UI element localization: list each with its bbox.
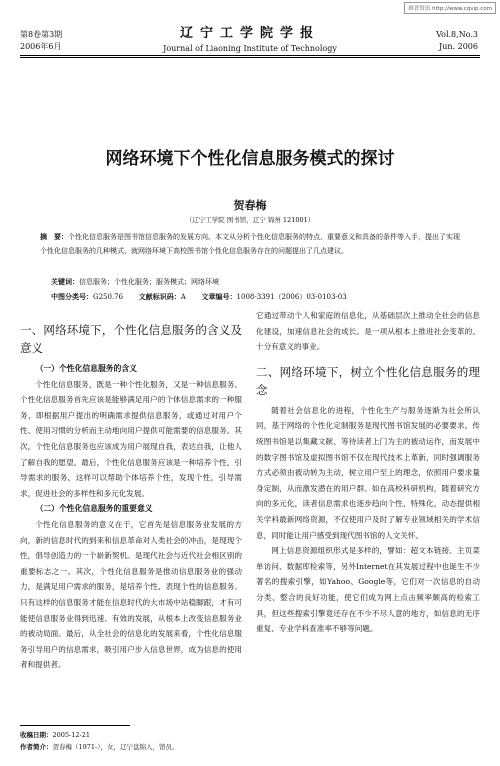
- header-issue: 第8卷第3期: [20, 30, 63, 39]
- keywords-text: 信息服务；个性化服务；服务模式；网络环境: [79, 278, 219, 286]
- journal-name-en: Journal of Liaoning Institute of Technology: [163, 44, 337, 53]
- doc-code-label: 文献标识码：: [138, 292, 181, 301]
- header-rule-2: [20, 57, 480, 58]
- author-info: 贺春梅（1971-），女，辽宁盘锦人，馆员。: [52, 743, 179, 751]
- right-column: [256, 308, 480, 637]
- header-month: Jun. 2006: [439, 42, 478, 51]
- author-info-label: 作者简介：: [20, 743, 53, 751]
- header-volume: Vol.8,No.3: [436, 30, 478, 39]
- received-date: 2005-12-21: [52, 731, 90, 739]
- keywords-label: 关键词：: [51, 277, 79, 286]
- left-column: [20, 318, 242, 673]
- header-rule: [20, 55, 480, 56]
- section-heading-1: 一、网络环境下，个性化信息服务的含义及意义: [20, 323, 242, 355]
- subsection-heading-1: （一）个性化信息服务的含义: [35, 364, 137, 373]
- paragraph: 个性化信息服务的意义在于，它首先是信息服务业发展的方向，新的信息时代的到来和信息革命对人类社会的冲击，是现现个性，倡导创造力的一个崭新契机。是现代社会与近代社会相区别的重要标志之一。其次，个性化信息服务是推动信息服务业的强动力，是满足用户需求的服务，是培养个性、表现个性的信息服务。只有这样的信息服务才能在信息时代的大市场中站稳脚跟，才有可能使信息服务业得到迅速、有效的发展，从根本上改变信息服务业的被动局面。最后，从全社会的信息化的发展来看，个性化信息服务引导用户的信息需求，吸引用户步入信息世界，成为信息的使用者和提供者。: [20, 519, 242, 670]
- journal-header: [0, 22, 500, 53]
- article-id-label: 文章编号：: [201, 292, 237, 301]
- doc-code-value: A: [180, 293, 186, 301]
- classification-line: [51, 292, 347, 302]
- article-title: 网络环境下个性化信息服务模式的探讨: [105, 149, 395, 169]
- footnote: [20, 729, 179, 753]
- author-affiliation: （辽宁工学院 图书馆，辽宁 锦州 121001）: [185, 216, 315, 224]
- subsection-heading-2: （二）个性化信息服务的重要意义: [35, 504, 153, 514]
- keywords: [51, 277, 219, 287]
- abstract-label: 摘 要：: [40, 232, 68, 241]
- class-label: 中图分类号：: [51, 292, 93, 301]
- article-id-value: 1008-3391（2006）03-0103-03: [236, 293, 347, 301]
- header-volume-block: [436, 29, 478, 53]
- paragraph: 它通过带动个人和家庭的信息化，从基础层次上推动全社会的信息化建设，加速信息社会的成长。是一项从根本上推进社会变革的、十分有意义的事业。: [256, 311, 480, 352]
- source-watermark: 维普资讯 http://www.cqvip.com: [404, 2, 496, 14]
- paragraph: 随着社会信息化的进程，个性化生产与服务逐渐为社会所认同，基于网络的个性化定制服务是现代图书馆发展的必要要求。传统图书馆是以集藏文献、等待读者上门为主的被动运作，而发展中的数字图书馆及虚拟图书馆不仅在现代技术上革新，同时强调服务方式必须由被动转为主动，树立用户至上的理念，依照用户要求量身定制，从而激发潜在的用户群。如在高校科研机构，随着研究方向的多元化，读者信息需求也逐步趋向个性、特殊化，动态提供相关学科最新网络资源，不仅使用户及时了解专业领域相关的学术信息，同时能让用户感受到现代图书馆的人文关怀。: [256, 405, 480, 540]
- abstract: [40, 230, 465, 258]
- journal-name-cn: 辽宁工学院学报: [179, 26, 320, 41]
- paragraph: 个性化信息服务，既是一种个性化服务，又是一种信息服务。个性化信息服务首先应该是能够满足用户的个体信息需求的一种服务，即根据用户提出的明确需求提供信息服务，或通过对用户个性、使用习惯的分析而主动地向用户提供可能需要的信息服务。其次，个性化信息服务也应该成为用户展现自我，表达自我，让他人了解自我的愿望。最后，个性化信息服务应该是一种培养个性，引导需求的服务，这样可以帮助个体培养个性，发现个性，引导需求，促进社会的多样性和多元化发展。: [20, 379, 242, 498]
- abstract-text: 个性化信息服务是图书馆信息服务的发展方向。本文从分析个性化信息服务的特点、重要意义和具备的条件等入手，提出了实现个性化信息服务的几种模式，就网络环境下高校图书馆个性化信息服务存在的问题提出了几点建议。: [40, 233, 460, 255]
- paragraph: 网上信息资源组织形式是多样的，譬如：超文本链接、主页菜单访问、数据库检索等，另外Internet在其发展过程中也诞生不少著名的搜索引擎，如Yahoo、Google等，它们对一次信息的自动分类、整合的良好功能，使它们成为网上点击频率颇高的检索工具，但这些搜索引擎竟还存在不少不尽人意的地方，如信息的无序重复、专业学科查准率不够等问题。: [256, 546, 480, 634]
- footnote-rule: [20, 725, 130, 726]
- article-author: 贺春梅: [233, 199, 267, 212]
- received-label: 收稿日期：: [20, 731, 53, 739]
- class-value: G250.76: [93, 293, 124, 301]
- section-heading-2: 二、网络环境下，树立个性化信息服务的理念: [256, 364, 480, 397]
- header-date: 2006年6月: [20, 42, 62, 51]
